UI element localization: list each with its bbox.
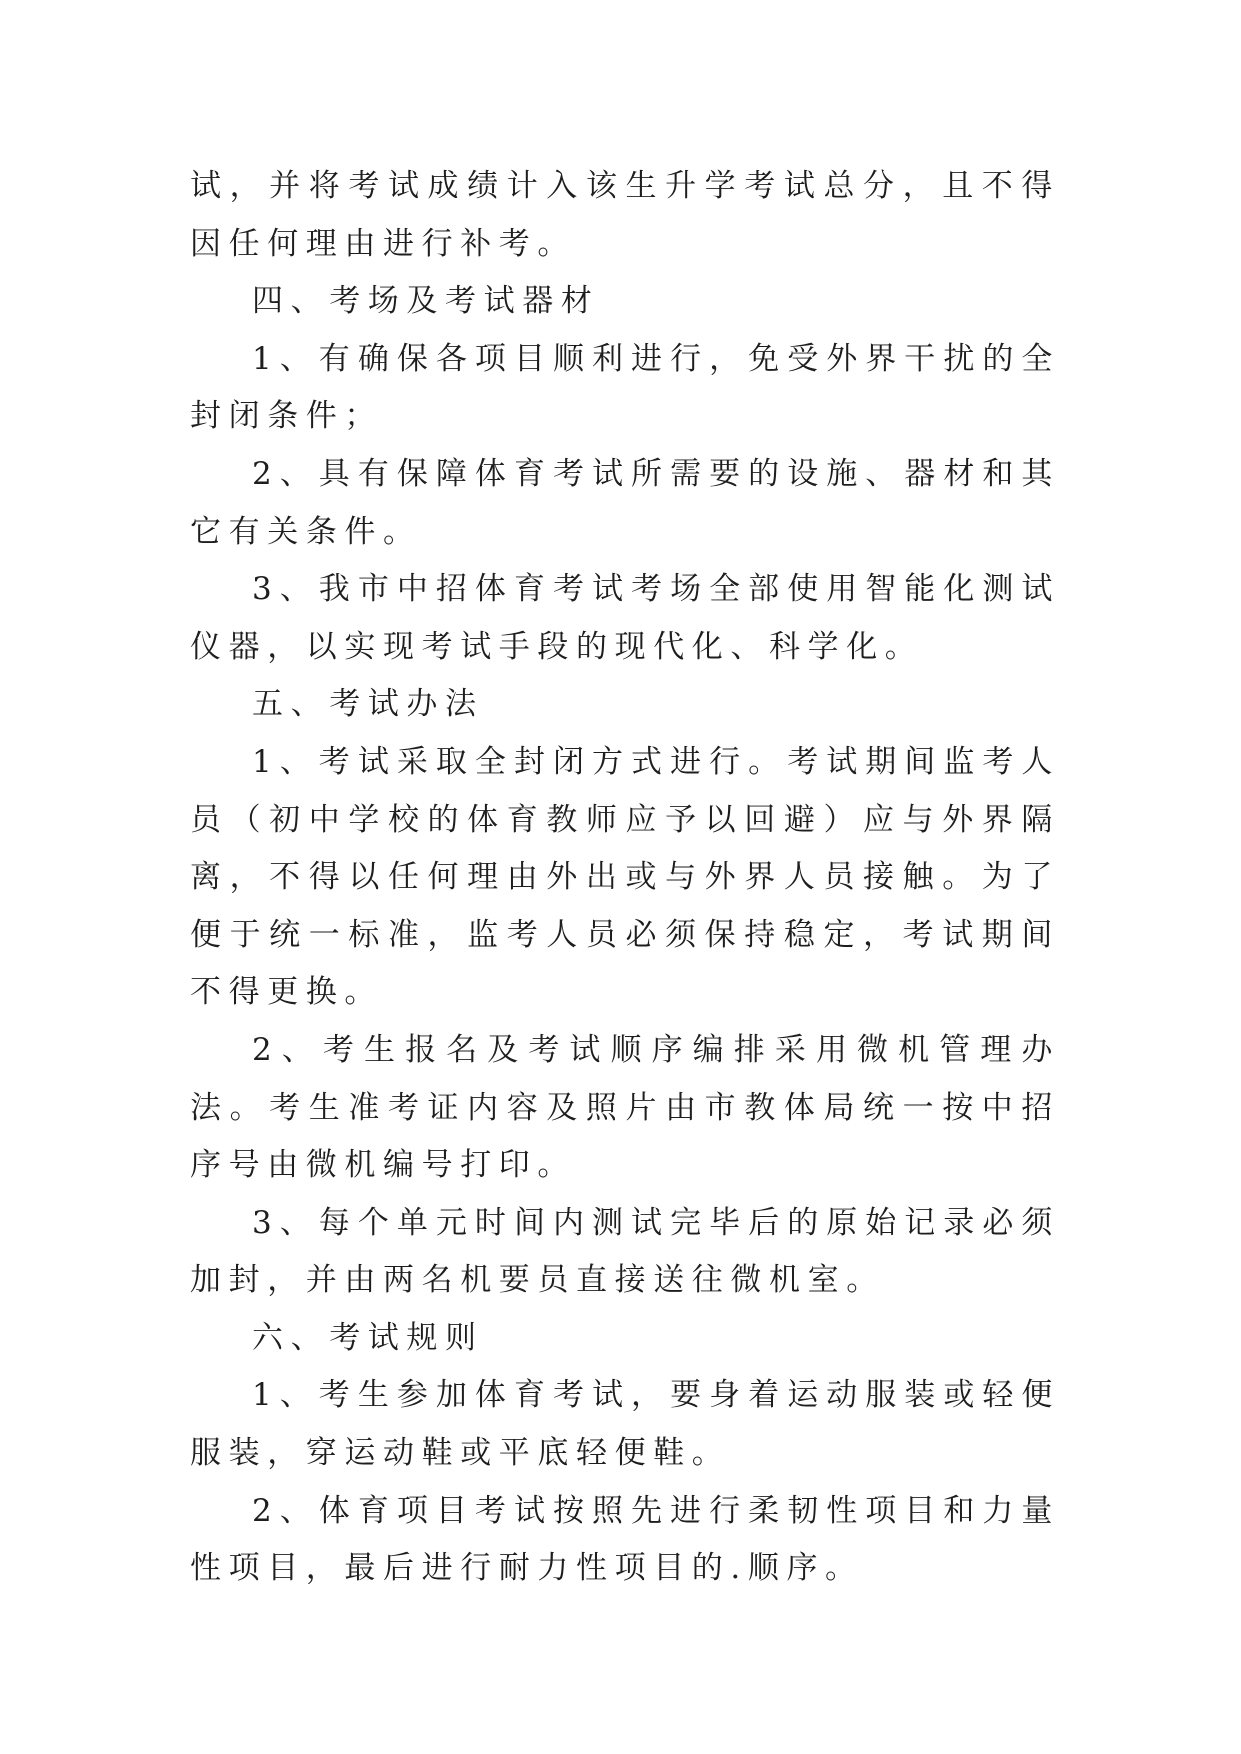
section-heading-exam-venue: 四、考场及考试器材 <box>252 283 600 320</box>
paragraph-rules-item-2: 2、体育项目考试按照先进行柔韧性项目和力量性项目，最后进行耐力性项目的.顺序。 <box>190 1492 1060 1587</box>
section-heading-exam-rules: 六、考试规则 <box>252 1319 484 1356</box>
paragraph-method-item-3: 3、每个单元时间内测试完毕后的原始记录必须加封，并由两名机要员直接送往微机室。 <box>190 1204 1060 1299</box>
paragraph-venue-item-2: 2、具有保障体育考试所需要的设施、器材和其它有关条件。 <box>190 455 1060 550</box>
paragraph-method-item-2: 2、考生报名及考试顺序编排采用微机管理办法。考生准考证内容及照片由市教体局统一按中招序号由微机编号打印。 <box>190 1031 1060 1184</box>
section-heading-exam-method: 五、考试办法 <box>252 686 484 723</box>
paragraph-venue-item-1: 1、有确保各项目顺利进行，免受外界干扰的全封闭条件； <box>190 340 1060 435</box>
paragraph-continuation: 试，并将考试成绩计入该生升学考试总分，且不得因任何理由进行补考。 <box>190 168 1060 262</box>
paragraph-method-item-1: 1、考试采取全封闭方式进行。考试期间监考人员（初中学校的体育教师应予以回避）应与外界隔离，不得以任何理由外出或与外界人员接触。为了便于统一标准，监考人员必须保持稳定，考试期间不得更换。 <box>190 743 1060 1011</box>
document-body <box>190 158 1060 1598</box>
paragraph-rules-item-1: 1、考生参加体育考试，要身着运动服装或轻便服装，穿运动鞋或平底轻便鞋。 <box>190 1377 1060 1472</box>
paragraph-venue-item-3: 3、我市中招体育考试考场全部使用智能化测试仪器，以实现考试手段的现代化、科学化。 <box>190 571 1060 665</box>
